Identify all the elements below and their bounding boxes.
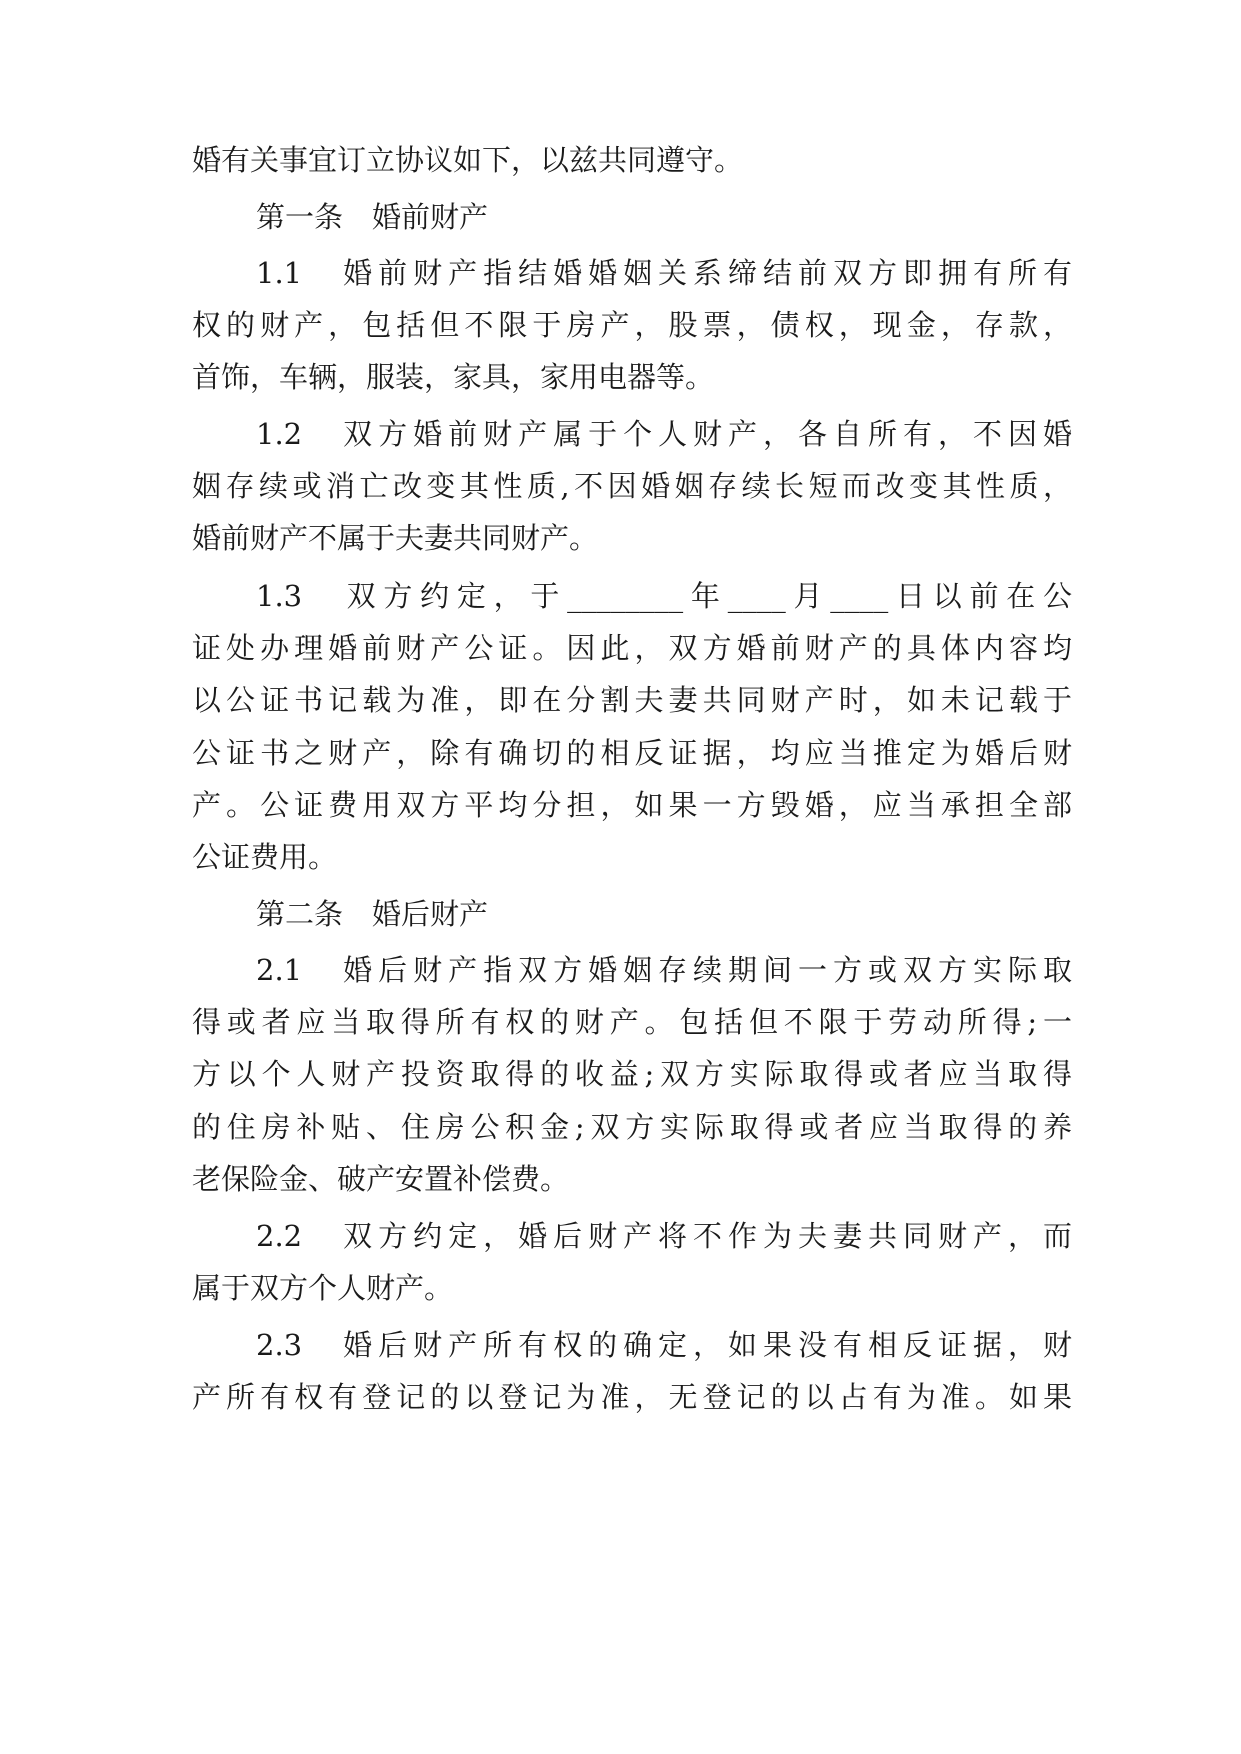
paragraph-line: 公证书之财产，除有确切的相反证据，均应当推定为婚后财 xyxy=(192,736,1072,770)
paragraph-line: 姻存续或消亡改变其性质,不因婚姻存续长短而改变其性质， xyxy=(192,469,1072,503)
paragraph-line: 2.1 婚后财产指双方婚姻存续期间一方或双方实际取 xyxy=(256,953,1072,987)
paragraph-line: 产。公证费用双方平均分担，如果一方毁婚，应当承担全部 xyxy=(192,788,1072,822)
paragraph-line: 得或者应当取得所有权的财产。包括但不限于劳动所得;一 xyxy=(192,1005,1072,1039)
article-heading: 第一条 婚前财产 xyxy=(256,200,489,234)
paragraph-line: 2.3 婚后财产所有权的确定，如果没有相反证据，财 xyxy=(256,1328,1072,1362)
paragraph-line: 1.2 双方婚前财产属于个人财产，各自所有，不因婚 xyxy=(256,417,1072,451)
paragraph-line: 1.3 双方约定，于________年____月____日以前在公 xyxy=(256,579,1072,613)
paragraph-line: 方以个人财产投资取得的收益;双方实际取得或者应当取得 xyxy=(192,1057,1072,1091)
paragraph-line: 产所有权有登记的以登记为准，无登记的以占有为准。如果 xyxy=(192,1380,1072,1414)
paragraph-line: 婚前财产不属于夫妻共同财产。 xyxy=(192,521,599,555)
paragraph-line: 以公证书记载为准，即在分割夫妻共同财产时，如未记载于 xyxy=(192,683,1072,717)
paragraph-line: 公证费用。 xyxy=(192,840,338,874)
paragraph-line: 的住房补贴、住房公积金;双方实际取得或者应当取得的养 xyxy=(192,1110,1072,1144)
article-heading: 第二条 婚后财产 xyxy=(256,897,489,931)
paragraph-line: 权的财产，包括但不限于房产，股票，债权，现金，存款， xyxy=(192,308,1072,342)
paragraph-line: 属于双方个人财产。 xyxy=(192,1271,454,1305)
paragraph-line: 首饰，车辆，服装，家具，家用电器等。 xyxy=(192,360,715,394)
paragraph-line: 1.1 婚前财产指结婚婚姻关系缔结前双方即拥有所有 xyxy=(256,256,1072,290)
paragraph-line: 老保险金、破产安置补偿费。 xyxy=(192,1162,570,1196)
paragraph-line: 2.2 双方约定，婚后财产将不作为夫妻共同财产，而 xyxy=(256,1219,1072,1253)
paragraph-line: 证处办理婚前财产公证。因此，双方婚前财产的具体内容均 xyxy=(192,631,1072,665)
paragraph-line: 婚有关事宜订立协议如下，以兹共同遵守。 xyxy=(192,143,744,177)
